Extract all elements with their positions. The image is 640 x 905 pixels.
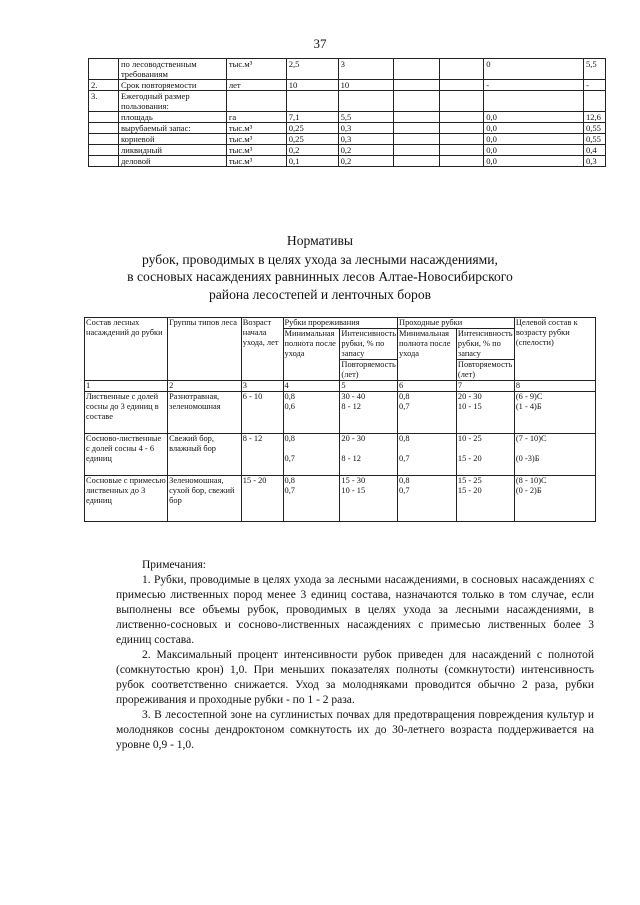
- note-paragraph: 1. Рубки, проводимые в целях ухода за лесными насаждениями, в сосновых насаждениях с примесью лиственных пород менее 3 единиц состава, назначаются только в том случае, если выполнены все объемы рубок, проводимых в целях ухода за лесными насаждениями, в лиственно-сосновых и сосново-лиственных насаждениях с примесью лиственных более 3 единиц состава.: [116, 574, 594, 646]
- intensity-cell-value: 20 - 30: [457, 392, 482, 401]
- column-number: 2: [168, 381, 242, 392]
- table-row: [89, 123, 606, 134]
- table-cell: [89, 123, 119, 134]
- intensity-cell-value: 8 - 12: [341, 454, 361, 463]
- min-density-cell: [283, 392, 340, 434]
- heading-line: района лесостепей и ленточных боров: [208, 287, 432, 302]
- note-paragraph: 3. В лесостепной зоне на суглинистых почвах для предотвращения повреждения культур и молодняков сосны дендроктоном сомкнутость их до 30-летнего возраста поддерживается на уровне 0,9 - 1,0.: [116, 709, 594, 751]
- column-number: 7: [456, 381, 514, 392]
- header-passage-cutting: Проходные рубки: [398, 318, 515, 329]
- target-cell-value: (7 - 10)С: [515, 434, 547, 443]
- table-cell: вырубаемый запас:: [118, 123, 226, 134]
- min-density-cell-value: 0,6: [284, 402, 295, 411]
- table-cell: [89, 59, 119, 80]
- composition-cell: Сосновые с примесью лиственных до 3 единиц: [85, 476, 168, 522]
- composition-cell: Сосново-лиственные с долей сосны 4 - 6 единиц: [85, 434, 168, 476]
- intensity-cell: [456, 476, 514, 522]
- table-cell: 5,5: [338, 112, 394, 123]
- column-number: 3: [241, 381, 283, 392]
- min-density-cell-value: 0,8: [284, 392, 295, 401]
- table-cell: 0,25: [286, 123, 338, 134]
- column-number: 8: [514, 381, 595, 392]
- table-cell: тыс.м³: [226, 123, 286, 134]
- table-cell: [89, 145, 119, 156]
- table-cell: тыс.м³: [226, 145, 286, 156]
- table-cell: [394, 112, 440, 123]
- header-min-density: Минимальная полнота после ухода: [283, 329, 340, 381]
- notes-title: Примечания:: [142, 559, 206, 571]
- table-cell: [583, 91, 605, 112]
- table-cell: 2,5: [286, 59, 338, 80]
- table-cell: тыс.м³: [226, 134, 286, 145]
- min-density-cell-value: 0,8: [284, 434, 295, 443]
- table-cell: 0,0: [484, 134, 584, 145]
- min-density-cell: [283, 434, 340, 476]
- column-number: 1: [85, 381, 168, 392]
- table-cell: [440, 59, 484, 80]
- table-cell: [89, 134, 119, 145]
- target-cell: [514, 476, 595, 522]
- table-cell: [394, 59, 440, 80]
- column-number: 5: [340, 381, 398, 392]
- page-number: 37: [313, 36, 327, 51]
- table-row: [89, 134, 606, 145]
- min-density-cell-value: 0,8: [399, 434, 410, 443]
- table-cell: -: [583, 80, 605, 91]
- table-cell: 3.: [89, 91, 119, 112]
- table-cell: [440, 80, 484, 91]
- table-cell: [440, 112, 484, 123]
- age-cell: 6 - 10: [241, 392, 283, 434]
- table-cell: тыс.м³: [226, 156, 286, 167]
- min-density-cell-value: 0,8: [284, 476, 295, 485]
- table-cell: 0,4: [583, 145, 605, 156]
- table-cell: 0,3: [338, 134, 394, 145]
- norms-table: [84, 317, 596, 522]
- table-cell: [394, 145, 440, 156]
- header-composition: Состав лесных насаждений до рубки: [85, 318, 168, 381]
- table-cell: [286, 91, 338, 112]
- table-cell: 0,2: [338, 145, 394, 156]
- intensity-cell: [456, 392, 514, 434]
- forest-use-table: [88, 58, 606, 167]
- table-cell: [440, 91, 484, 112]
- table-cell: 0,0: [484, 145, 584, 156]
- forest-type-cell: Разнотравная, зеленомошная: [168, 392, 242, 434]
- table-cell: 0,55: [583, 134, 605, 145]
- header-thinning: Рубки прореживания: [283, 318, 398, 329]
- table-row: [85, 392, 596, 434]
- min-density-cell: [283, 476, 340, 522]
- table-cell: 0,55: [583, 123, 605, 134]
- min-density-cell: [398, 476, 457, 522]
- table-cell: 0,1: [286, 156, 338, 167]
- age-cell: 8 - 12: [241, 434, 283, 476]
- intensity-cell-value: 20 - 30: [341, 434, 366, 443]
- intensity-cell: [456, 434, 514, 476]
- forest-type-cell: Зеленомошная, сухой бор, свежий бор: [168, 476, 242, 522]
- intensity-cell-value: 15 - 25: [457, 476, 482, 485]
- notes: [116, 558, 594, 753]
- table-cell: 0,3: [583, 156, 605, 167]
- table-cell: [394, 91, 440, 112]
- min-density-cell-value: 0,7: [399, 402, 410, 411]
- table-cell: лет: [226, 80, 286, 91]
- table-row: [89, 59, 606, 80]
- heading-line: рубок, проводимых в целях ухода за лесными насаждениями,: [142, 252, 498, 267]
- table-cell: тыс.м³: [226, 59, 286, 80]
- intensity-cell-value: 10 - 15: [457, 402, 482, 411]
- min-density-cell-value: 0,8: [399, 476, 410, 485]
- min-density-cell-value: 0,7: [284, 454, 295, 463]
- table-cell: [394, 123, 440, 134]
- table-cell: [394, 156, 440, 167]
- heading-title: Нормативы: [286, 233, 354, 248]
- header-min-density: Минимальная полнота после ухода: [398, 329, 457, 381]
- forest-type-cell: Свежий бор, влажный бор: [168, 434, 242, 476]
- intensity-cell-value: 15 - 20: [457, 454, 482, 463]
- intensity-cell-value: 30 - 40: [341, 392, 366, 401]
- table-cell: 2.: [89, 80, 119, 91]
- min-density-cell-value: 0,8: [399, 392, 410, 401]
- header-target-composition: Целевой состав к возрасту рубки (спелости): [514, 318, 595, 381]
- table-cell: [440, 156, 484, 167]
- table-cell: [440, 145, 484, 156]
- table-row: [89, 91, 606, 112]
- table-row: [85, 476, 596, 522]
- target-cell-value: (0 -3)Б: [515, 454, 540, 463]
- intensity-cell-value: 10 - 25: [457, 434, 482, 443]
- min-density-cell: [398, 392, 457, 434]
- table-cell: 0,0: [484, 123, 584, 134]
- table-cell: [89, 112, 119, 123]
- target-cell-value: (1 - 4)Б: [515, 402, 542, 411]
- table-cell: 7,1: [286, 112, 338, 123]
- min-density-cell: [398, 434, 457, 476]
- table-cell: 0: [484, 59, 584, 80]
- table-cell: га: [226, 112, 286, 123]
- table-cell: площадь: [118, 112, 226, 123]
- target-cell-value: (0 - 2)Б: [515, 486, 542, 495]
- table-row: [89, 156, 606, 167]
- note-paragraph: 2. Максимальный процент интенсивности рубок приведен для насаждений с полнотой (сомкнутостью крон) 1,0. При меньших показателях полноты (сомкнутости) интенсивность рубок соответственно снижается. Уход за молодняками проводится обычно 2 раза, рубки прореживания и проходные рубки - по 1 - 2 раза.: [116, 649, 594, 706]
- table-row: [85, 434, 596, 476]
- header-age: Возраст начала ухода, лет: [241, 318, 283, 381]
- table-cell: [394, 134, 440, 145]
- table-cell: 3: [338, 59, 394, 80]
- table-cell: Ежегодный размер пользования:: [118, 91, 226, 112]
- table-cell: [394, 80, 440, 91]
- table-cell: 0,25: [286, 134, 338, 145]
- table-cell: 0,3: [338, 123, 394, 134]
- intensity-cell-value: 8 - 12: [341, 402, 361, 411]
- table-cell: 0,0: [484, 156, 584, 167]
- column-numbers-row: [85, 381, 596, 392]
- table-cell: [226, 91, 286, 112]
- intensity-cell: [340, 392, 398, 434]
- table-cell: ликвидный: [118, 145, 226, 156]
- table-cell: 5,5: [583, 59, 605, 80]
- table-cell: [440, 134, 484, 145]
- header-intensity: Интенсивность рубки, % по запасу: [457, 329, 513, 358]
- intensity-cell-value: 15 - 30: [341, 476, 366, 485]
- target-cell-value: (6 - 9)С: [515, 392, 543, 401]
- min-density-cell-value: 0,7: [399, 486, 410, 495]
- heading-line: в сосновых насаждениях равнинных лесов Алтае-Новосибирского: [127, 269, 513, 284]
- table-cell: [440, 123, 484, 134]
- table-cell: по лесоводственным требованиям: [118, 59, 226, 80]
- table-row: [89, 112, 606, 123]
- target-cell: [514, 392, 595, 434]
- header-forest-types: Группы типов леса: [168, 318, 242, 381]
- min-density-cell-value: 0,7: [399, 454, 410, 463]
- table-cell: 10: [286, 80, 338, 91]
- table-cell: [484, 91, 584, 112]
- table-cell: 10: [338, 80, 394, 91]
- table-row: [89, 145, 606, 156]
- table-cell: деловой: [118, 156, 226, 167]
- table-cell: 0,2: [286, 145, 338, 156]
- table-cell: 12,6: [583, 112, 605, 123]
- header-intensity: Интенсивность рубки, % по запасу: [341, 329, 397, 358]
- intensity-cell: [340, 476, 398, 522]
- table-row: [89, 80, 606, 91]
- age-cell: 15 - 20: [241, 476, 283, 522]
- table-cell: Срок повторяемости: [118, 80, 226, 91]
- intensity-cell-value: 10 - 15: [341, 486, 366, 495]
- column-number: 4: [283, 381, 340, 392]
- target-cell-value: (8 - 10)С: [515, 476, 547, 485]
- target-cell: [514, 434, 595, 476]
- column-number: 6: [398, 381, 457, 392]
- table-cell: [338, 91, 394, 112]
- min-density-cell-value: 0,7: [284, 486, 295, 495]
- table-cell: -: [484, 80, 584, 91]
- intensity-cell: [340, 434, 398, 476]
- header-repeat: Повторяемость (лет): [341, 360, 396, 379]
- intensity-cell-value: 15 - 20: [457, 486, 482, 495]
- composition-cell: Лиственные с долей сосны до 3 единиц в составе: [85, 392, 168, 434]
- table-cell: 0,0: [484, 112, 584, 123]
- header-repeat: Повторяемость (лет): [456, 360, 514, 381]
- table-cell: [89, 156, 119, 167]
- table-cell: 0,2: [338, 156, 394, 167]
- table-cell: корневой: [118, 134, 226, 145]
